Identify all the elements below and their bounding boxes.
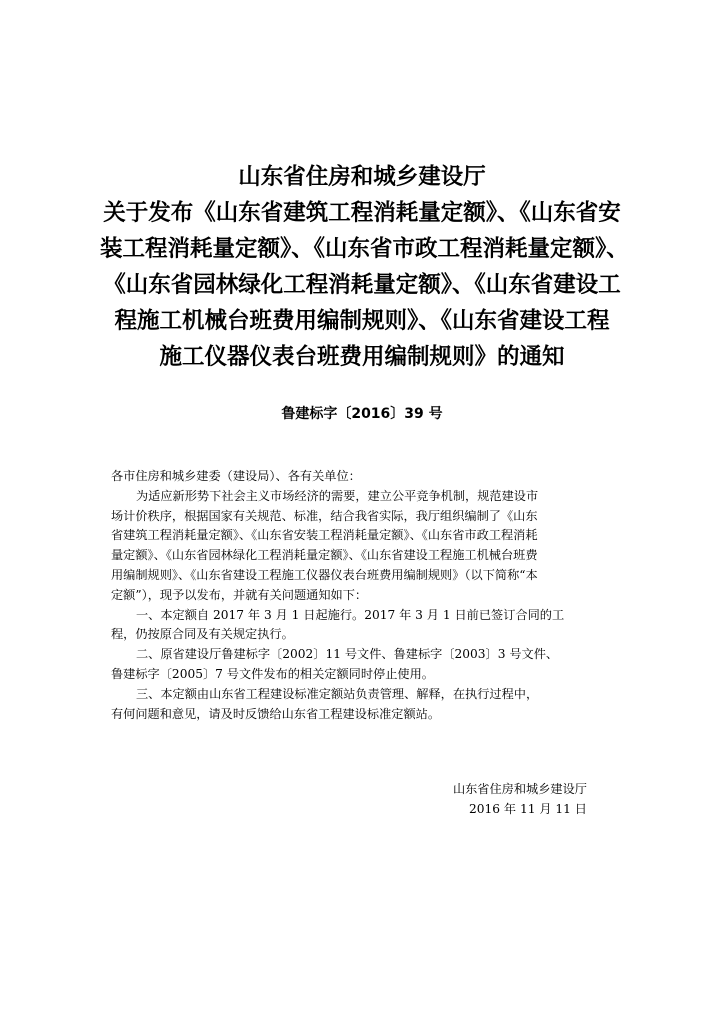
- title-line: 装工程消耗量定额》、《山东省市政工程消耗量定额》、: [100, 236, 629, 262]
- paragraph-line: 一、本定额自 2017 年 3 月 1 日起施行。2017 年 3 月 1 日前已签订合同的工: [136, 607, 565, 622]
- document-title: [100, 159, 629, 375]
- paragraph-line: 程，仍按原合同及有关规定执行。: [111, 627, 294, 642]
- paragraph-line: 有何问题和意见，请及时反馈给山东省工程建设标准定额站。: [111, 706, 441, 721]
- title-line: 程施工机械台班费用编制规则》、《山东省建设工程: [114, 308, 610, 334]
- paragraph-line: 定额”），现予以发布，并就有关问题通知如下：: [111, 587, 368, 602]
- paragraph-line: 量定额》、《山东省园林绿化工程消耗量定额》、《山东省建设工程施工机械台班费: [111, 548, 538, 563]
- paragraph-line: 用编制规则》、《山东省建设工程施工仪器仪表台班费用编制规则》（以下简称“本: [111, 567, 538, 582]
- paragraph-line: 场计价秩序，根据国家有关规范、标准，结合我省实际，我厅组织编制了《山东: [111, 508, 538, 523]
- paragraph-line: 二、原省建设厅鲁建标字〔2002〕11 号文件、鲁建标字〔2003〕3 号文件、: [136, 647, 559, 662]
- document-number: 鲁建标字〔2016〕39 号: [281, 406, 443, 422]
- paragraph-line: 三、本定额由山东省工程建设标准定额站负责管理、解释，在执行过程中，: [136, 686, 539, 701]
- paragraph-line: 省建筑工程消耗量定额》、《山东省安装工程消耗量定额》、《山东省市政工程消耗: [111, 528, 538, 543]
- paragraph-line: 鲁建标字〔2005〕7 号文件发布的相关定额同时停止使用。: [111, 666, 434, 681]
- issue-date: 2016 年 11 月 11 日: [469, 802, 587, 816]
- title-line: 《山东省园林绿化工程消耗量定额》、《山东省建设工: [103, 272, 621, 298]
- salutation: 各市住房和城乡建委（建设局）、各有关单位：: [111, 469, 361, 483]
- issuer-name: 山东省住房和城乡建设厅: [452, 782, 587, 796]
- title-line-issuer: 山东省住房和城乡建设厅: [238, 164, 486, 190]
- title-line: 施工仪器仪表台班费用编制规则》的通知: [159, 344, 565, 370]
- document-body: [111, 467, 611, 724]
- signature-block: [400, 779, 587, 819]
- paragraph-line: 为适应新形势下社会主义市场经济的需要，建立公平竞争机制，规范建设市: [136, 488, 539, 503]
- title-line: 关于发布《山东省建筑工程消耗量定额》、《山东省安: [103, 200, 621, 226]
